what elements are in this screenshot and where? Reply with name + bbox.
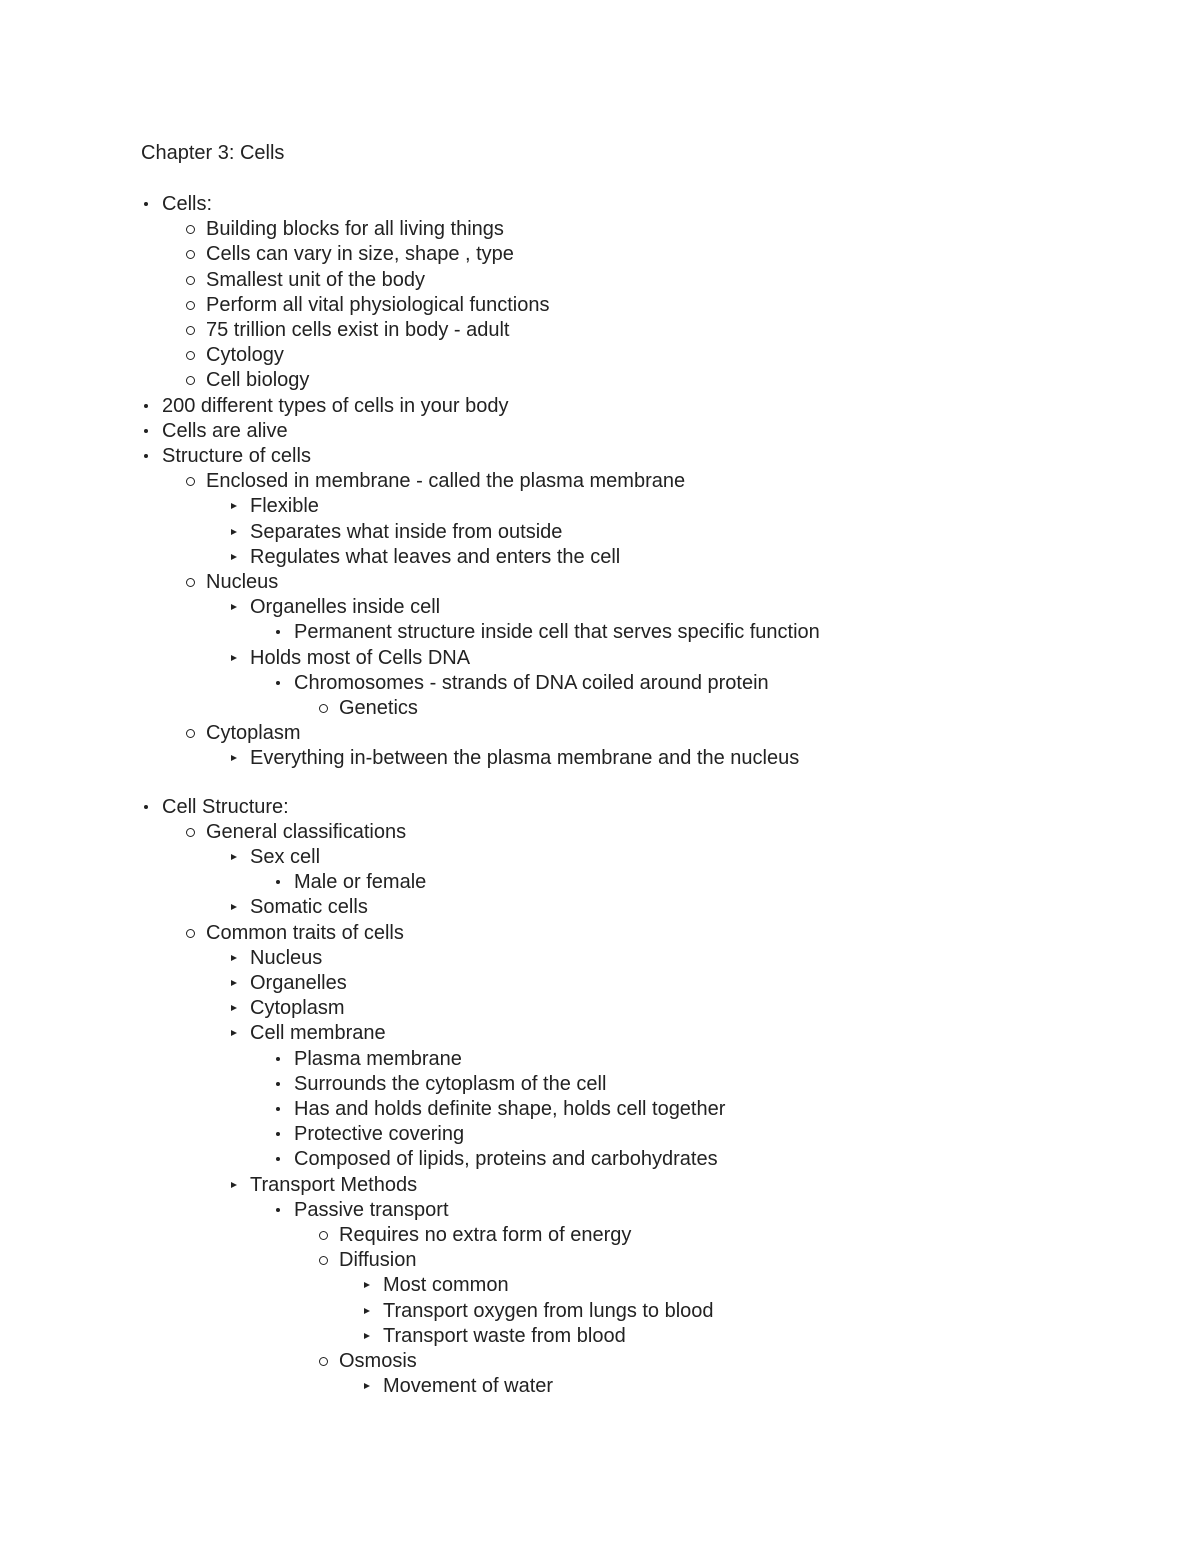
bullet-arrow-icon bbox=[362, 1374, 376, 1399]
bullet-arrow-icon bbox=[362, 1273, 376, 1298]
outline-item bbox=[0, 795, 1200, 820]
bullet-circle-icon bbox=[185, 921, 199, 946]
outline-item-text: General classifications bbox=[206, 821, 407, 843]
outline-item-text: Holds most of Cells DNA bbox=[250, 647, 471, 669]
bullet-circle-icon bbox=[318, 1349, 332, 1374]
outline-item bbox=[0, 921, 1200, 946]
bullet-arrow-icon bbox=[229, 946, 243, 971]
outline-item-text: Genetics bbox=[339, 697, 418, 719]
outline-item-text: Movement of water bbox=[383, 1375, 554, 1397]
outline-item-text: Most common bbox=[383, 1274, 509, 1296]
outline-item-text: Has and holds definite shape, holds cell together bbox=[294, 1098, 726, 1120]
outline-item-text: Cytology bbox=[206, 344, 284, 366]
outline-item bbox=[0, 620, 1200, 645]
bullet-arrow-icon bbox=[229, 520, 243, 545]
outline-item bbox=[0, 971, 1200, 996]
outline-item-text: Nucleus bbox=[250, 947, 323, 969]
outline-item bbox=[0, 1122, 1200, 1147]
outline-item-text: Structure of cells bbox=[162, 445, 311, 467]
bullet-circle-icon bbox=[185, 343, 199, 368]
outline-item bbox=[0, 1097, 1200, 1122]
outline-item-text: Organelles inside cell bbox=[250, 596, 441, 618]
outline-item-text: Separates what inside from outside bbox=[250, 521, 563, 543]
outline-item bbox=[0, 996, 1200, 1021]
bullet-dot-icon bbox=[273, 1198, 287, 1223]
bullet-dot-icon bbox=[273, 1097, 287, 1122]
bullet-dot-icon bbox=[273, 1047, 287, 1072]
outline-item bbox=[0, 268, 1200, 293]
outline-item bbox=[0, 870, 1200, 895]
outline-item bbox=[0, 1374, 1200, 1399]
outline-item bbox=[0, 1198, 1200, 1223]
outline-item bbox=[0, 318, 1200, 343]
outline-item bbox=[0, 1021, 1200, 1046]
outline-item-text: Somatic cells bbox=[250, 896, 368, 918]
bullet-arrow-icon bbox=[362, 1299, 376, 1324]
bullet-circle-icon bbox=[185, 318, 199, 343]
outline-item-text: Surrounds the cytoplasm of the cell bbox=[294, 1073, 607, 1095]
outline-item bbox=[0, 469, 1200, 494]
outline-item bbox=[0, 570, 1200, 595]
outline-item-text: Plasma membrane bbox=[294, 1048, 462, 1070]
outline-item bbox=[0, 242, 1200, 267]
outline-item bbox=[0, 394, 1200, 419]
bullet-arrow-icon bbox=[229, 646, 243, 671]
outline-item bbox=[0, 721, 1200, 746]
outline-item bbox=[0, 217, 1200, 242]
outline-item-text: Common traits of cells bbox=[206, 922, 404, 944]
outline-item bbox=[0, 820, 1200, 845]
outline-item bbox=[0, 646, 1200, 671]
outline-item bbox=[0, 1047, 1200, 1072]
outline-item-text: Transport waste from blood bbox=[383, 1325, 626, 1347]
outline-item-text: Regulates what leaves and enters the cell bbox=[250, 546, 621, 568]
outline-item bbox=[0, 192, 1200, 217]
bullet-dot-icon bbox=[141, 192, 155, 217]
outline-item-text: Cells: bbox=[162, 193, 213, 215]
outline-item bbox=[0, 1248, 1200, 1273]
bullet-arrow-icon bbox=[229, 494, 243, 519]
outline-item-text: Cell Structure: bbox=[162, 796, 289, 818]
outline-item-text: Diffusion bbox=[339, 1249, 417, 1271]
outline-item bbox=[0, 845, 1200, 870]
bullet-circle-icon bbox=[185, 268, 199, 293]
outline-item-text: Permanent structure inside cell that serves specific function bbox=[294, 621, 820, 643]
outline-item-text: Transport oxygen from lungs to blood bbox=[383, 1300, 714, 1322]
bullet-arrow-icon bbox=[229, 845, 243, 870]
outline-item-text: Osmosis bbox=[339, 1350, 417, 1372]
outline-item-text: Perform all vital physiological functions bbox=[206, 294, 550, 316]
outline-item-text: Cell biology bbox=[206, 369, 310, 391]
outline-item bbox=[0, 368, 1200, 393]
bullet-arrow-icon bbox=[229, 996, 243, 1021]
bullet-dot-icon bbox=[273, 671, 287, 696]
bullet-arrow-icon bbox=[229, 895, 243, 920]
outline-item bbox=[0, 671, 1200, 696]
outline-item bbox=[0, 895, 1200, 920]
bullet-dot-icon bbox=[273, 870, 287, 895]
outline-item-text: Cells are alive bbox=[162, 420, 288, 442]
outline-item bbox=[0, 696, 1200, 721]
bullet-circle-icon bbox=[185, 293, 199, 318]
outline-item-text: Nucleus bbox=[206, 571, 279, 593]
outline-item-text: Organelles bbox=[250, 972, 347, 994]
bullet-circle-icon bbox=[185, 217, 199, 242]
outline-item bbox=[0, 419, 1200, 444]
bullet-arrow-icon bbox=[229, 545, 243, 570]
bullet-arrow-icon bbox=[362, 1324, 376, 1349]
outline-item-text: Cytoplasm bbox=[206, 722, 301, 744]
bullet-circle-icon bbox=[318, 1248, 332, 1273]
outline-item bbox=[0, 946, 1200, 971]
bullet-circle-icon bbox=[318, 696, 332, 721]
bullet-dot-icon bbox=[141, 419, 155, 444]
bullet-dot-icon bbox=[273, 620, 287, 645]
outline-item bbox=[0, 1072, 1200, 1097]
page-title: Chapter 3: Cells bbox=[141, 142, 285, 164]
bullet-dot-icon bbox=[273, 1122, 287, 1147]
bullet-arrow-icon bbox=[229, 971, 243, 996]
outline-item bbox=[0, 1299, 1200, 1324]
outline-item-text: Cytoplasm bbox=[250, 997, 345, 1019]
outline-item bbox=[0, 494, 1200, 519]
bullet-circle-icon bbox=[185, 242, 199, 267]
outline-item bbox=[0, 545, 1200, 570]
outline-item bbox=[0, 343, 1200, 368]
outline-item bbox=[0, 1147, 1200, 1172]
bullet-dot-icon bbox=[273, 1072, 287, 1097]
outline-item bbox=[0, 520, 1200, 545]
bullet-dot-icon bbox=[141, 795, 155, 820]
outline-item-text: Protective covering bbox=[294, 1123, 465, 1145]
bullet-dot-icon bbox=[141, 394, 155, 419]
outline-item-text: Cell membrane bbox=[250, 1022, 386, 1044]
outline-item-text: Chromosomes - strands of DNA coiled around protein bbox=[294, 672, 769, 694]
outline-item bbox=[0, 1273, 1200, 1298]
bullet-arrow-icon bbox=[229, 1173, 243, 1198]
bullet-circle-icon bbox=[185, 721, 199, 746]
outline-item-text: Transport Methods bbox=[250, 1174, 418, 1196]
outline-item bbox=[0, 595, 1200, 620]
outline-item-text: Requires no extra form of energy bbox=[339, 1224, 632, 1246]
outline-item bbox=[0, 444, 1200, 469]
outline-item bbox=[0, 293, 1200, 318]
outline-item bbox=[0, 746, 1200, 771]
outline-item-text: 75 trillion cells exist in body - adult bbox=[206, 319, 510, 341]
bullet-dot-icon bbox=[273, 1147, 287, 1172]
outline-item-text: Enclosed in membrane - called the plasma membrane bbox=[206, 470, 686, 492]
outline-item-text: Building blocks for all living things bbox=[206, 218, 504, 240]
bullet-circle-icon bbox=[185, 469, 199, 494]
bullet-arrow-icon bbox=[229, 595, 243, 620]
outline-item-text: Passive transport bbox=[294, 1199, 449, 1221]
bullet-arrow-icon bbox=[229, 746, 243, 771]
bullet-circle-icon bbox=[185, 570, 199, 595]
outline-item bbox=[0, 1223, 1200, 1248]
outline-item-text: Male or female bbox=[294, 871, 427, 893]
outline-item bbox=[0, 1349, 1200, 1374]
outline-item-text: Composed of lipids, proteins and carbohydrates bbox=[294, 1148, 718, 1170]
outline-item bbox=[0, 1173, 1200, 1198]
bullet-circle-icon bbox=[318, 1223, 332, 1248]
outline-item-text: 200 different types of cells in your body bbox=[162, 395, 509, 417]
outline-item bbox=[0, 1324, 1200, 1349]
bullet-circle-icon bbox=[185, 820, 199, 845]
outline-item-text: Sex cell bbox=[250, 846, 321, 868]
bullet-arrow-icon bbox=[229, 1021, 243, 1046]
outline-item-text: Flexible bbox=[250, 495, 319, 517]
outline-item-text: Everything in-between the plasma membrane and the nucleus bbox=[250, 747, 800, 769]
outline-item-text: Cells can vary in size, shape , type bbox=[206, 243, 514, 265]
bullet-dot-icon bbox=[141, 444, 155, 469]
outline-item-text: Smallest unit of the body bbox=[206, 269, 426, 291]
bullet-circle-icon bbox=[185, 368, 199, 393]
